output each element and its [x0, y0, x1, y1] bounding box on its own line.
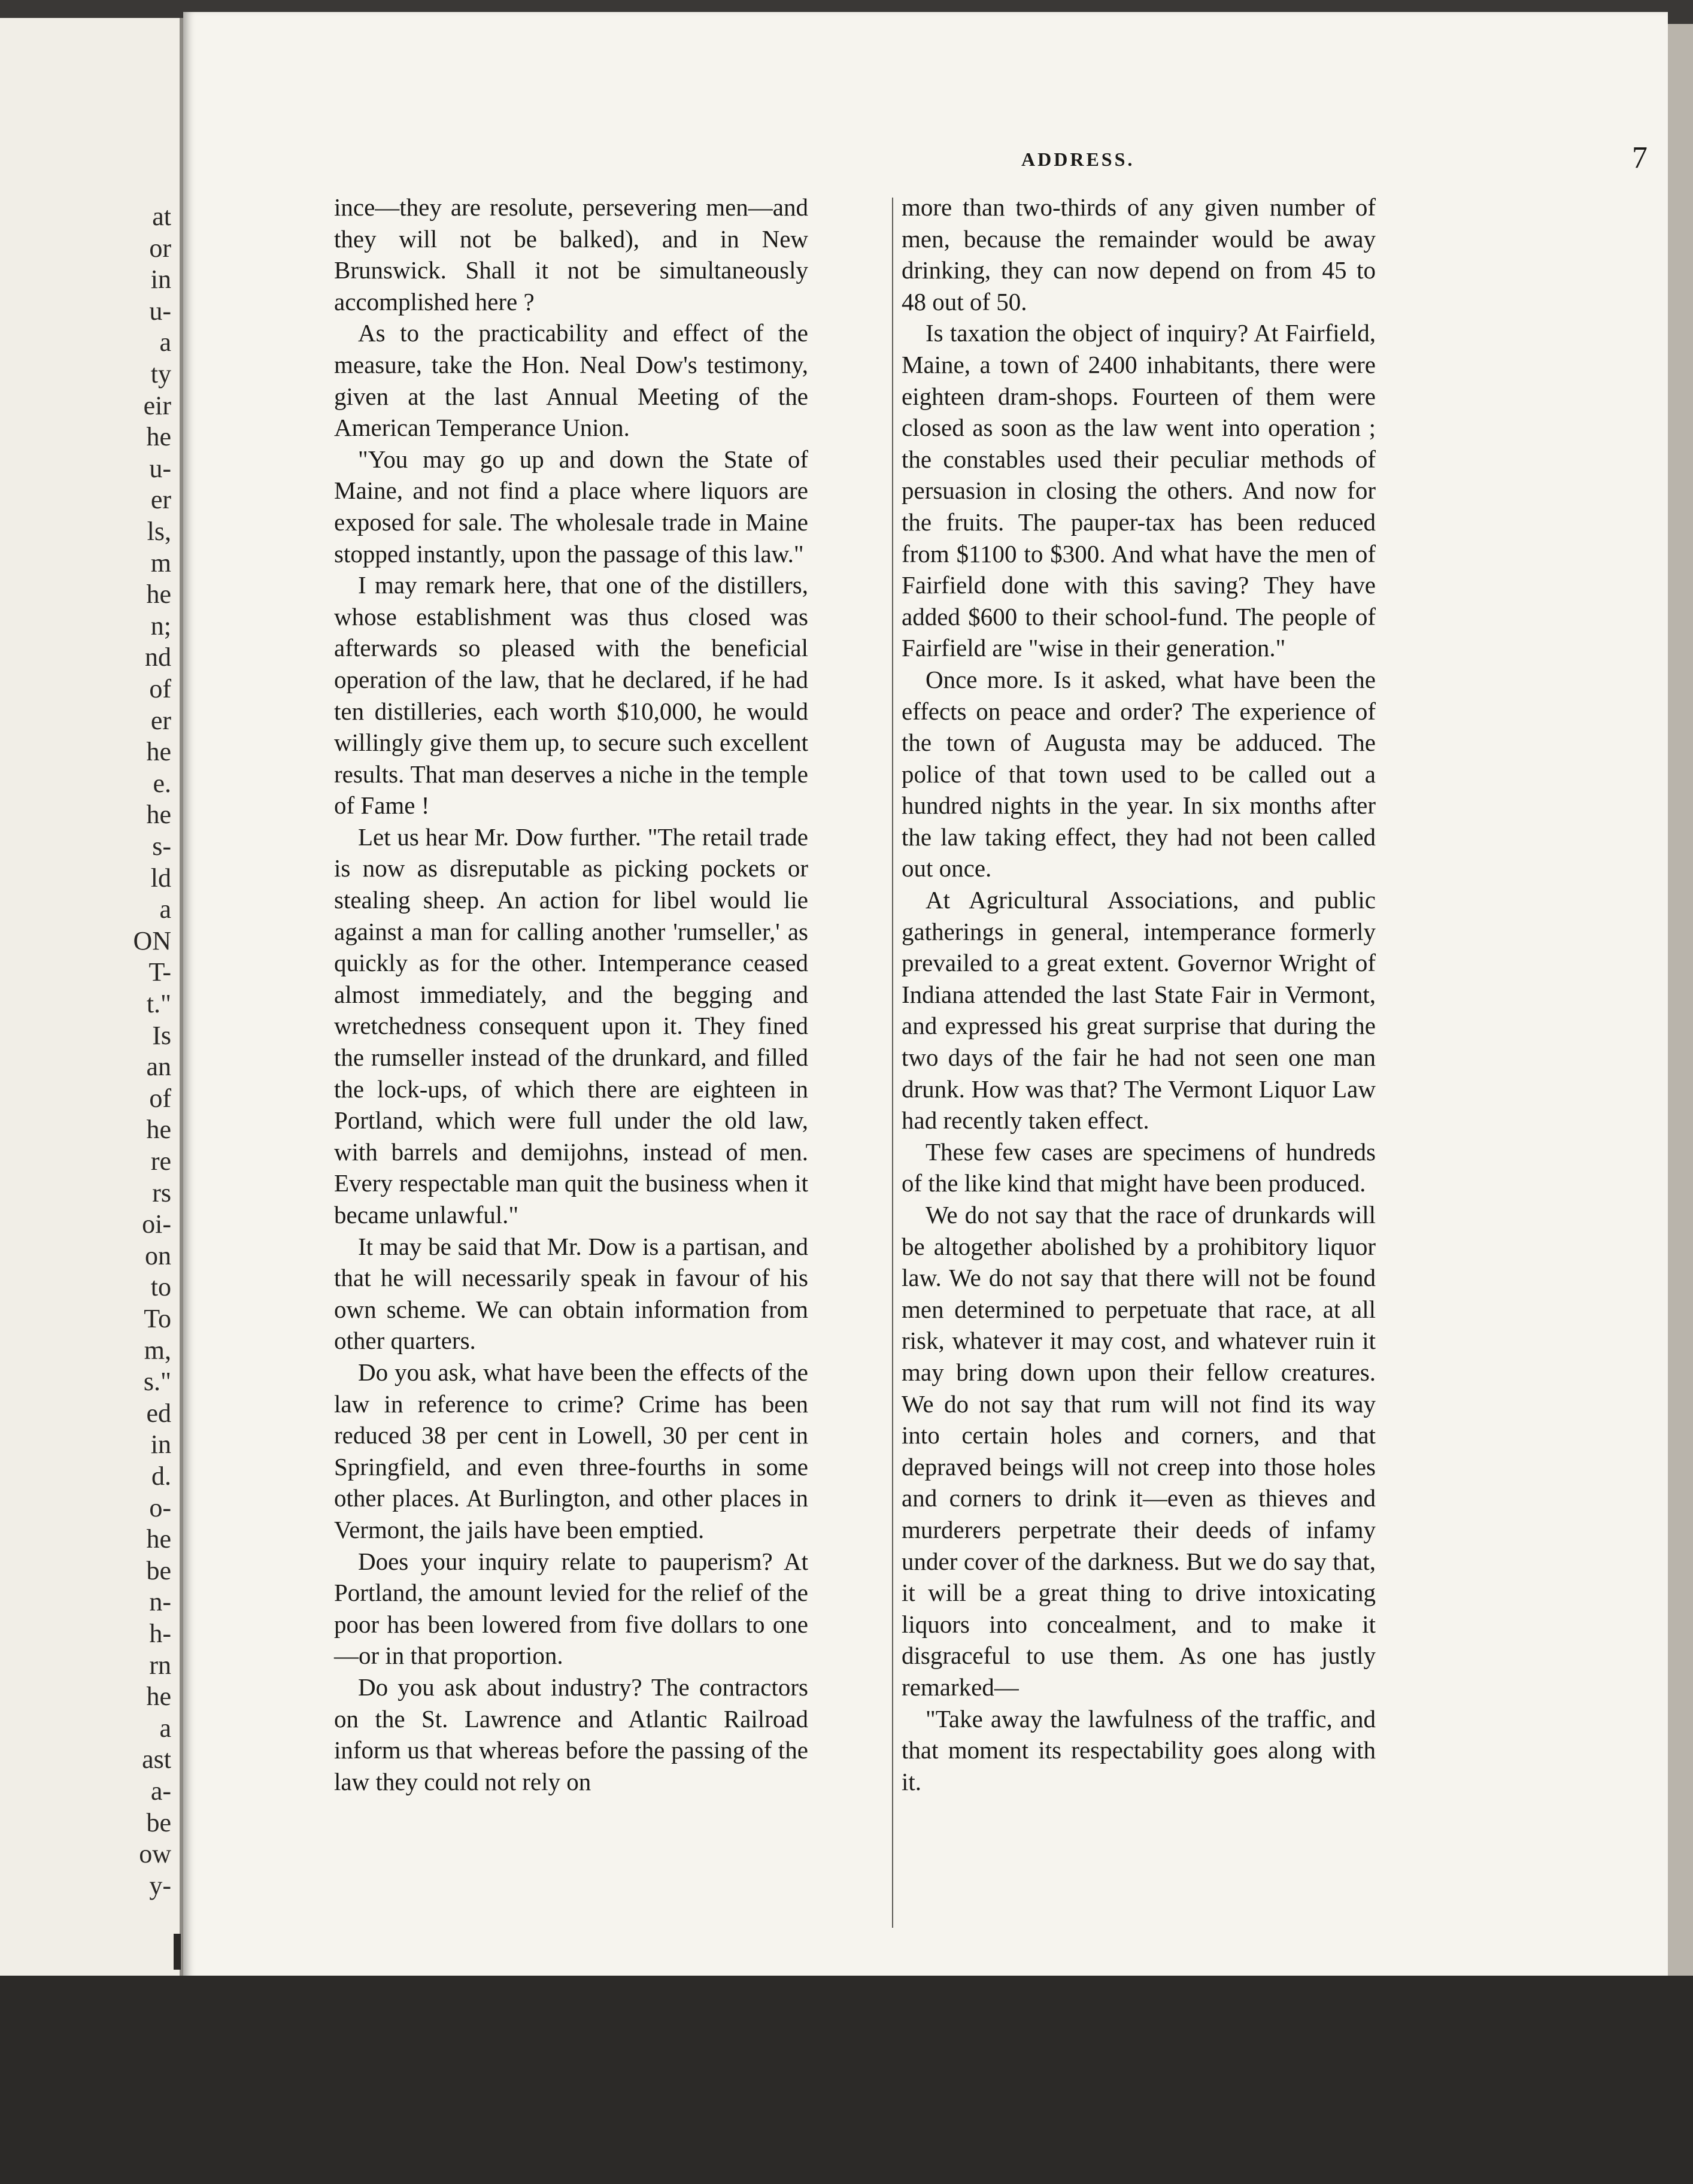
- paragraph: Let us hear Mr. Dow further. "The retail trade is now as disreputable as picking pockets or stealing sheep. An action for libel would lie against a man for calling another 'rumseller,' as quickly as for the other. Intemperance ceased almost immediately, and the begging and wretchedness consequent upon it. They fined the rumseller instead of the drunkard, and filled the lock-ups, of which there are eighteen in Portland, which were full under the old law, with barrels and demijohns, instead of men. Every respectable man quit the business when it became unlawful.": [334, 823, 808, 1228]
- paragraph: Do you ask about industry? The contractors on the St. Lawrence and Atlantic Railroad inform us that whereas before the passing of the law they could not rely on: [334, 1673, 808, 1795]
- paragraph: more than two-thirds of any given number of men, because the remainder would be away drinking, they can now depend on from 45 to 48 out of 50.: [902, 193, 1376, 316]
- book-page: [183, 12, 1668, 1988]
- facing-page-fragment: nd: [145, 642, 171, 672]
- facing-page-fragment: e.: [153, 768, 171, 798]
- paragraph: We do not say that the race of drunkards will be altogether abolished by a prohibitory liquor law. We do not say that there will not be found men determined to perpetuate that race, at all risk, whatever it may cost, and whatever ruin it may bring down upon their fellow creatures. We do not say that rum will not find its way into certain holes and corners, and that depraved beings will not creep into those holes and corners to drink it—even as thieves and murderers perpetrate their deeds of infamy under cover of the darkness. But we do say that, it will be a great thing to drive intoxicating liquors into concealment, and to make it disgraceful to use them. As one has justly remarked—: [902, 1201, 1376, 1701]
- facing-page-fragment: m,: [144, 1335, 171, 1365]
- paragraph: As to the practicability and effect of the measure, take the Hon. Neal Dow's testimony, given at the last Annual Meeting of the American Temperance Union.: [334, 319, 808, 442]
- page-number: 7: [1632, 141, 1648, 175]
- facing-page-fragment: he: [146, 1115, 171, 1145]
- facing-page-fragment: n-: [149, 1587, 171, 1617]
- facing-page-fragment: s-: [152, 832, 171, 861]
- facing-page-fragment: er: [150, 485, 171, 515]
- paragraph: These few cases are specimens of hundreds of the like kind that might have been produced.: [902, 1138, 1376, 1197]
- facing-page-fragment: ld: [150, 863, 171, 893]
- quotation-paragraph: "You may go up and down the State of Maine, and not find a place where liquors are exposed for sale. The wholesale trade in Maine stopped instantly, upon the passage of this law.": [334, 445, 808, 568]
- facing-page-fragment: an: [146, 1052, 171, 1082]
- facing-page-fragment: re: [150, 1146, 171, 1176]
- facing-page-fragment: a: [159, 327, 171, 357]
- left-column: [334, 192, 808, 1797]
- scan-border-bottom: [0, 1976, 1693, 2184]
- facing-page-fragment: he: [146, 800, 171, 830]
- paragraph: At Agricultural Associations, and public gatherings in general, intemperance formerly prevailed to a great extent. Governor Wright of Indiana attended the last State Fair in Vermont, and expressed his great surprise that during the two days of the fair he had not seen one man drunk. How was that? The Vermont Liquor Law had recently taken effect.: [902, 886, 1376, 1135]
- facing-page-fragment: in: [150, 1430, 171, 1460]
- running-head: ADDRESS.: [1021, 148, 1135, 170]
- facing-page-fragment: eir: [143, 390, 171, 420]
- facing-page-fragment: he: [146, 422, 171, 452]
- facing-page-fragment: oi-: [142, 1209, 171, 1239]
- facing-page-fragment: t.": [146, 989, 171, 1018]
- binding-mark: [174, 1934, 181, 1970]
- facing-page-fragment: of: [149, 674, 171, 703]
- facing-page-fragment: h-: [149, 1619, 171, 1648]
- facing-page-fragment: he: [146, 1524, 171, 1554]
- facing-page-fragment: u-: [149, 453, 171, 483]
- facing-page-fragment: he: [146, 580, 171, 609]
- column-divider: [892, 198, 893, 1928]
- facing-page-fragment: rn: [149, 1650, 171, 1680]
- facing-page-fragment: s.": [143, 1367, 171, 1397]
- facing-page-fragment: a-: [150, 1776, 171, 1806]
- facing-page-fragment: in: [150, 265, 171, 295]
- facing-page-fragment: ow: [139, 1839, 171, 1869]
- facing-page-fragment: he: [146, 1682, 171, 1712]
- facing-page-fragment: d.: [151, 1461, 171, 1491]
- facing-page-fragment: u-: [149, 296, 171, 326]
- paragraph: Is taxation the object of inquiry? At Fairfield, Maine, a town of 2400 inhabitants, there were eighteen dram-shops. Fourteen of them were closed as soon as the law went into operation ; the constables used their peculiar methods of persuasion in closing the others. And now for the fruits. The pauper-tax has been reduced from $1100 to $300. And what have the men of Fairfield done with this saving? They have added $600 to their school-fund. The people of Fairfield are "wise in their generation.": [902, 319, 1376, 662]
- quotation-paragraph: "Take away the lawfulness of the traffic, and that moment its respectability goes along with it.: [902, 1704, 1376, 1795]
- facing-page-fragment: o-: [149, 1493, 171, 1522]
- previous-page-edge: [0, 18, 183, 1988]
- facing-page-fragment: of: [149, 1083, 171, 1113]
- paragraph: Do you ask, what have been the effects of the law in reference to crime? Crime has been reduced 38 per cent in Lowell, 30 per cent in Springfield, and even three-fourths in some other places. At Burlington, and other places in Vermont, the jails have been emptied.: [334, 1358, 808, 1543]
- facing-page-fragment: ls,: [147, 517, 171, 546]
- facing-page-fragment: be: [146, 1555, 171, 1585]
- facing-page-fragment: ty: [150, 359, 171, 389]
- facing-page-fragment: be: [146, 1807, 171, 1837]
- facing-page-fragment: at: [152, 202, 171, 231]
- paragraph: Once more. Is it asked, what have been the effects on peace and order? The experience of the town of Augusta may be adduced. The police of that town used to be called out a hundred nights in the year. In six months after the law taking effect, they had not been called out once.: [902, 665, 1376, 882]
- facing-page-fragment: y-: [149, 1870, 171, 1900]
- facing-page-fragment: n;: [150, 611, 171, 641]
- facing-page-fragment: ast: [142, 1745, 171, 1774]
- facing-page-fragment: ON: [133, 926, 171, 956]
- right-column: [902, 192, 1376, 1797]
- paragraph: I may remark here, that one of the distillers, whose establishment was thus closed was afterwards so pleased with the beneficial operation of the law, that he declared, if he had ten distilleries, each worth $10,000, he would willingly give them up, to secure such excellent results. That man deserves a niche in the temple of Fame !: [334, 571, 808, 820]
- facing-page-fragment: or: [149, 233, 171, 263]
- facing-page-fragment: ed: [146, 1398, 171, 1428]
- paragraph: ince—they are resolute, persevering men—and they will not be balked), and in New Brunswick. Shall it not be simultaneously accomplished here ?: [334, 193, 808, 316]
- facing-page-fragment: he: [146, 737, 171, 767]
- facing-page-fragment: er: [150, 705, 171, 735]
- paragraph: Does your inquiry relate to pauperism? At Portland, the amount levied for the relief of the poor has been lowered from five dollars to one—or in that proportion.: [334, 1547, 808, 1670]
- paragraph: It may be said that Mr. Dow is a partisan, and that he will necessarily speak in favour of his own scheme. We can obtain information from other quarters.: [334, 1232, 808, 1355]
- facing-page-fragment: a: [159, 894, 171, 924]
- facing-page-fragment: m: [150, 548, 171, 578]
- facing-page-fragment: on: [145, 1240, 171, 1270]
- facing-page-fragment: To: [144, 1304, 171, 1333]
- facing-page-fragment: a: [159, 1713, 171, 1743]
- facing-page-fragment: T-: [148, 957, 171, 987]
- facing-page-fragment: to: [150, 1272, 171, 1302]
- facing-page-fragment: rs: [152, 1178, 171, 1208]
- facing-page-fragment: Is: [152, 1020, 171, 1050]
